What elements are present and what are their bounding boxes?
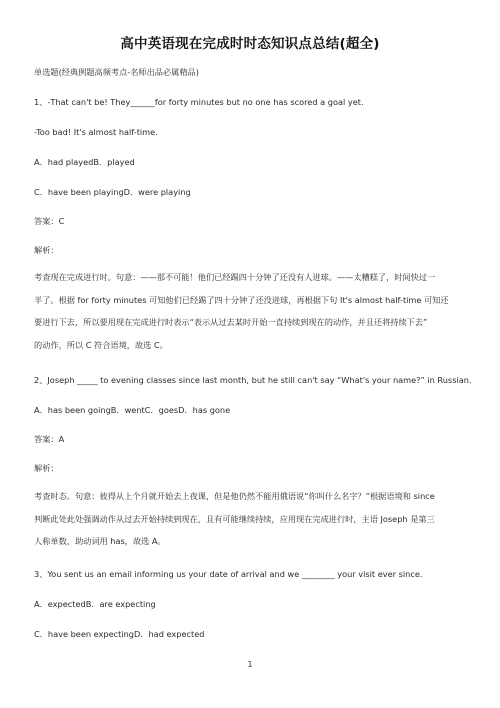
question-2-analysis-line: 人称单数，助动词用 has，故选 A。 [34, 536, 166, 546]
question-2-analysis-line: 考查时态。句意：彼得从上个月就开始去上夜课，但是他仍然不能用俄语说“你叫什么名字？”根据语境和 since [34, 491, 435, 501]
section-subtitle: 单选题(经典例题高频考点-名师出品必属精品) [34, 67, 199, 77]
question-1-analysis-label: 解析： [34, 245, 59, 255]
question-2-stem: 2、Joseph _____ to evening classes since last month, but he still can't say “What's your name?” in Russian. [34, 375, 472, 385]
document-title: 高中英语现在完成时时态知识点总结(超全) [120, 36, 380, 52]
question-3-stem: 3、You sent us an email informing us your date of arrival and we ________ your visit ever since. [34, 569, 423, 579]
question-2-analysis-label: 解析： [34, 463, 59, 473]
question-1-analysis-line: 考查现在完成进行时。句意：——那不可能！他们已经踢四十分钟了还没有人进球。——太糟糕了，时间快过一 [34, 272, 436, 282]
question-3-options-ab: A．expectedB．are expecting [34, 599, 156, 609]
question-2-options: A．has been goingB．wentC．goesD．has gone [34, 405, 231, 415]
question-2-answer: 答案：A [34, 434, 65, 444]
question-1-analysis-line: 要进行下去，所以要用现在完成进行时表示“表示从过去某时开始一直持续到现在的动作，并且还将持续下去” [34, 317, 428, 327]
question-2-analysis-line: 判断此处此处强调动作从过去开始持续到现在，且有可能继续持续，应用现在完成进行时，主语 Joseph 是第三 [34, 513, 435, 524]
question-1-stem: 1、-That can't be! They______for forty minutes but no one has scored a goal yet. [34, 97, 364, 107]
question-1-answer: 答案：C [34, 216, 65, 226]
question-2-analysis [34, 485, 468, 553]
question-1-analysis [34, 266, 468, 356]
question-1-options-ab: A．had playedB．played [34, 157, 135, 167]
question-1-analysis-line: 的动作，所以 C 符合语境，故选 C。 [34, 339, 168, 350]
question-1-stem-reply: -Too bad! It's almost half-time. [34, 127, 158, 137]
question-1-analysis-line: 半了。根据 for forty minutes 可知他们已经踢了四十分钟了还没进球，再根据下句 It's almost half-time 可知还 [34, 294, 449, 305]
question-3-options-cd: C．have been expectingD．had expected [34, 629, 205, 639]
question-1-options-cd: C．have been playingD．were playing [34, 187, 191, 197]
page-number: 1 [247, 660, 253, 669]
